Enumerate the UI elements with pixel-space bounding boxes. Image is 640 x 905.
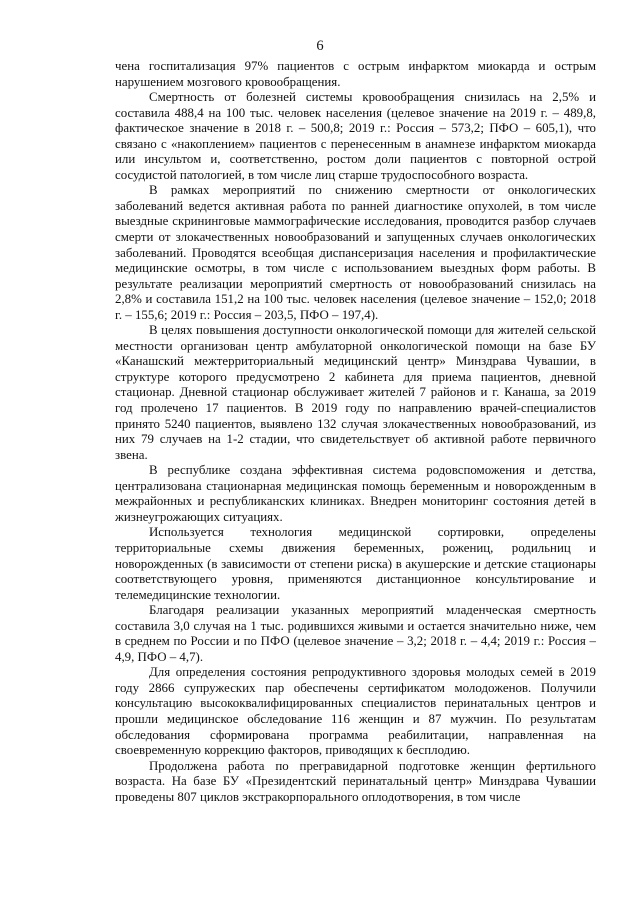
paragraph-oncology-center: В целях повышения доступности онкологической помощи для жителей сельской местности организован центр амбулаторной онкологической помощи на базе БУ «Канашский межтерриториальный медицинский центр» Минздрава Чувашии, в структуре которого предусмотрено 2 кабинета для приема пациентов, дневной стационар. Дневной стационар обслуживает жителей 7 районов и г. Канаша, за 2019 год пролечено 17 пациентов. В 2019 году по направлению врачей-специалистов принято 5240 пациентов, выявлено 132 случая злокачественных новообразований, из них 79 случаев на 1-2 стадии, что свидетельствует об активной работе первичного звена. (115, 323, 596, 462)
paragraph-reproductive-health: Для определения состояния репродуктивного здоровья молодых семей в 2019 году 2866 супружеских пар обеспечены сертификатом молодоженов. Получили консультацию высококвалифицированных специалистов перинатальных центров и прошли медицинское обследование 116 женщин и 87 мужчин. По результатам обследования сформирована программа реабилитации, направленная на своевременную коррекцию факторов, приводящих к бесплодию. (115, 665, 596, 758)
page-number: 6 (316, 38, 324, 54)
paragraph-oncology-diagnostics: В рамках мероприятий по снижению смертности от онкологических заболеваний ведется активная работа по ранней диагностике опухолей, в том числе выездные скрининговые маммографические исследования, проводится разбор случаев смерти от злокачественных новообразований и запущенных случаев онкологических заболеваний. Проводятся всеобщая диспансеризация населения и профилактические медицинские осмотры, в том числе с использованием выездных форм работы. В результате реализации мероприятий смертность от новообразований снизилась на 2,8% и составила 151,2 на 100 тыс. человек населения (целевое значение – 152,0; 2018 г. – 155,6; 2019 г.: Россия – 203,5, ПФО – 197,4). (115, 183, 596, 322)
document-body (115, 59, 596, 805)
paragraph-cardiovascular-mortality: Смертность от болезней системы кровообращения снизилась на 2,5% и составила 488,4 на 100 тыс. человек населения (целевое значение на 2019 г. – 489,8, фактическое значение в 2018 г. – 500,8; 2019 г.: Россия – 573,2; ПФО – 605,1), что связано с «накоплением» пациентов с перенесенным в анамнезе инфарктом миокарда или инсультом и, соответственно, ростом доли пациентов с повторной острой сосудистой патологией, в том числе лиц старше трудоспособного возраста. (115, 90, 596, 182)
paragraph-medical-triage: Используется технология медицинской сортировки, определены территориальные схемы движения беременных, рожениц, родильниц и новорожденных (в зависимости от степени риска) в акушерские и детские стационары соответствующего уровня, применяются дистанционное консультирование и телемедицинские технологии. (115, 525, 596, 602)
paragraph-pregravid-preparation: Продолжена работа по прегравидарной подготовке женщин фертильного возраста. На базе БУ «Президентский перинатальный центр» Минздрава Чувашии проведены 807 циклов экстракорпорального оплодотворения, в том числе (115, 758, 596, 804)
paragraph-maternity-system: В республике создана эффективная система родовспоможения и детства, централизована стационарная медицинская помощь беременным и новорожденным в межрайонных и республиканских клиниках. Внедрен мониторинг состояния детей в жизнеугрожающих ситуациях. (115, 463, 596, 524)
paragraph-infant-mortality: Благодаря реализации указанных мероприятий младенческая смертность составила 3,0 случая на 1 тыс. родившихся живыми и остается значительно ниже, чем в среднем по России и по ПФО (целевое значение – 3,2; 2018 г. – 4,4; 2019 г.: Россия – 4,9, ПФО – 4,7). (115, 603, 596, 664)
paragraph-continuation: чена госпитализация 97% пациентов с острым инфарктом миокарда и острым нарушением мозгового кровообращения. (115, 59, 596, 89)
